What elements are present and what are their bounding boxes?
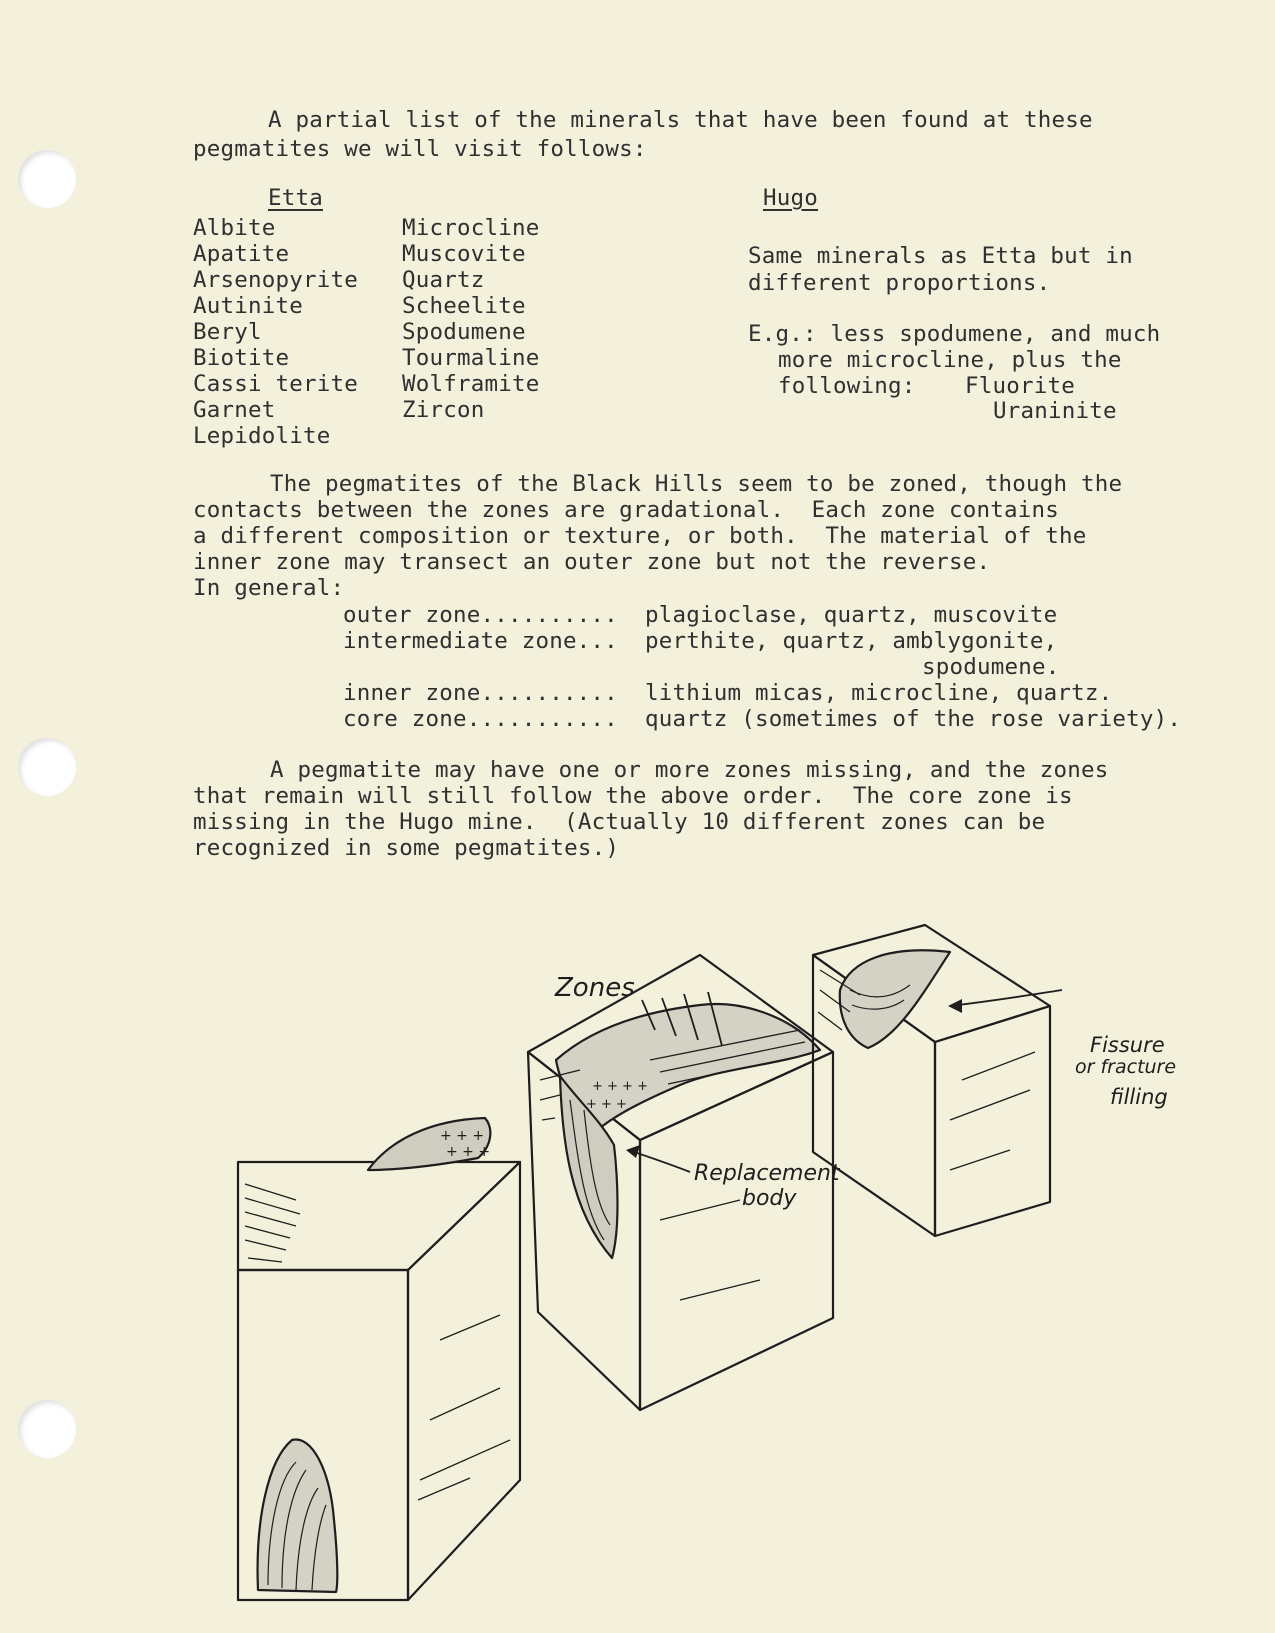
zone-minerals: spodumene. — [922, 654, 1060, 680]
fissure-label-3: filling — [1110, 1085, 1168, 1109]
hugo-line-5: following: — [778, 373, 916, 399]
mineral-item: Apatite — [193, 241, 290, 267]
missing-line: missing in the Hugo mine. (Actually 10 different zones can be — [193, 809, 1046, 835]
block-right — [813, 925, 1050, 1236]
zone-name: intermediate zone... — [343, 628, 618, 654]
svg-text:+ + +: + + + — [446, 1144, 491, 1160]
missing-line: that remain will still follow the above order. The core zone is — [193, 783, 1073, 809]
intro-line-1: A partial list of the minerals that have been found at these — [268, 107, 1093, 133]
fissure-label: Fissure — [1090, 1033, 1165, 1057]
zone-minerals: plagioclase, quartz, muscovite — [645, 602, 1058, 628]
hugo-heading: Hugo — [763, 185, 818, 211]
missing-line: A pegmatite may have one or more zones missing, and the zones — [270, 757, 1109, 783]
zone-name: core zone........... — [343, 706, 618, 732]
replacement-label-2: body — [742, 1186, 797, 1211]
missing-line: recognized in some pegmatites.) — [193, 835, 620, 861]
zone-name: inner zone.......... — [343, 680, 618, 706]
hugo-line-4: more microcline, plus the — [778, 347, 1122, 373]
mineral-item: Wolframite — [402, 371, 540, 397]
mineral-item: Albite — [193, 215, 276, 241]
mineral-item: Cassi terite — [193, 371, 358, 397]
svg-text:+ + +: + + + — [586, 1097, 627, 1112]
mineral-item: Quartz — [402, 267, 485, 293]
zoned-line: contacts between the zones are gradational. Each zone contains — [193, 497, 1060, 523]
mineral-item: Garnet — [193, 397, 276, 423]
zones-label: Zones — [555, 973, 635, 1003]
mineral-item: Spodumene — [402, 319, 526, 345]
mineral-item: Zircon — [402, 397, 485, 423]
hugo-line-1: Same minerals as Etta but in — [748, 243, 1133, 269]
zoned-line: inner zone may transect an outer zone but not the reverse. — [193, 549, 991, 575]
mineral-item: Biotite — [193, 345, 290, 371]
zoned-line: a different composition or texture, or both. The material of the — [193, 523, 1087, 549]
zone-minerals: perthite, quartz, amblygonite, — [645, 628, 1058, 654]
hugo-line-2: different proportions. — [748, 270, 1051, 296]
zoned-line: The pegmatites of the Black Hills seem to be zoned, though the — [270, 471, 1123, 497]
mineral-item: Autinite — [193, 293, 303, 319]
hugo-extra-mineral: Uraninite — [993, 398, 1117, 424]
mineral-item: Arsenopyrite — [193, 267, 358, 293]
block-left — [238, 1118, 520, 1600]
mineral-item: Tourmaline — [402, 345, 540, 371]
fissure-label-2: or fracture — [1075, 1056, 1177, 1078]
intro-line-2: pegmatites we will visit follows: — [193, 136, 647, 162]
mineral-item: Beryl — [193, 319, 262, 345]
mineral-item: Microcline — [402, 215, 540, 241]
zone-name: outer zone.......... — [343, 602, 618, 628]
zone-minerals: lithium micas, microcline, quartz. — [645, 680, 1113, 706]
zone-minerals: quartz (sometimes of the rose variety). — [645, 706, 1182, 732]
svg-text:+ + +: + + + — [440, 1128, 485, 1144]
hugo-extra-mineral: Fluorite — [965, 373, 1075, 399]
zoned-line: In general: — [193, 575, 345, 601]
etta-heading: Etta — [268, 185, 323, 211]
replacement-label: Replacement — [694, 1161, 840, 1186]
mineral-item: Muscovite — [402, 241, 526, 267]
mineral-item: Lepidolite — [193, 423, 331, 449]
svg-text:+ + + +: + + + + — [592, 1079, 648, 1094]
hugo-line-3: E.g.: less spodumene, and much — [748, 321, 1161, 347]
mineral-item: Scheelite — [402, 293, 526, 319]
